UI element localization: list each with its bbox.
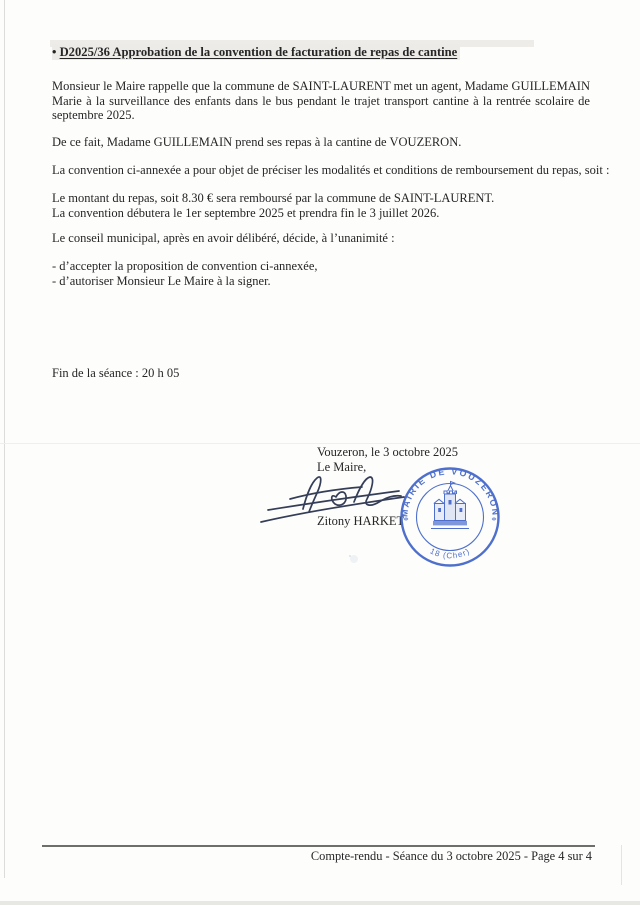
signature-signer-name: Zitony HARKET bbox=[317, 514, 405, 528]
scan-smudge bbox=[350, 555, 358, 563]
scan-dot bbox=[349, 555, 351, 557]
scan-edge-bottom bbox=[0, 901, 640, 905]
footer-text: Compte-rendu - Séance du 3 octobre 2025 - Page 4 sur 4 bbox=[310, 849, 592, 863]
paragraph-1-line-1: Monsieur le Maire rappelle que la commune de SAINT-LAURENT met un agent, Madame GUILLEMAIN bbox=[52, 79, 590, 93]
paragraph-4-line-1: Le montant du repas, soit 8.30 € sera remboursé par la commune de SAINT-LAURENT. bbox=[52, 191, 495, 205]
deliberation-heading-highlight bbox=[52, 44, 460, 60]
heading-text: D2025/36 Approbation de la convention de facturation de repas de cantine bbox=[59, 45, 458, 59]
stamp-arc-bottom-text: 18 (Cher) bbox=[428, 546, 472, 561]
session-end-text: Fin de la séance : 20 h 05 bbox=[52, 366, 180, 380]
decision-item-1: - d’accepter la proposition de convention ci-annexée, bbox=[52, 259, 318, 273]
paragraph-3: La convention ci-annexée a pour objet de préciser les modalités et conditions de remboursement du repas, soit : bbox=[52, 163, 610, 177]
footer-rule bbox=[42, 845, 595, 847]
stamp-arc-top-text: MAIRIE DE VOUZERON bbox=[399, 466, 501, 518]
paragraph-2: De ce fait, Madame GUILLEMAIN prend ses repas à la cantine de VOUZERON. bbox=[52, 135, 462, 149]
signature-place-date: Vouzeron, le 3 octobre 2025 bbox=[317, 445, 459, 459]
deliberation-heading bbox=[52, 45, 460, 60]
signature-and-stamp-graphic bbox=[250, 440, 520, 585]
scan-edge-left bbox=[4, 0, 5, 878]
decision-item-2: - d’autoriser Monsieur Le Maire à la signer. bbox=[52, 273, 271, 288]
stamp-castle-emblem-icon bbox=[431, 482, 469, 529]
stamp-star-left-icon: * bbox=[403, 515, 409, 527]
heading-bullet: • bbox=[52, 45, 57, 59]
paragraph-5: Le conseil municipal, après en avoir délibéré, décide, à l’unanimité : bbox=[52, 231, 395, 245]
signature-signer-title: Le Maire, bbox=[317, 460, 367, 474]
municipal-stamp bbox=[399, 466, 500, 565]
paragraph-4-line-2: La convention débutera le 1er septembre 2025 et prendra fin le 3 juillet 2026. bbox=[52, 205, 440, 220]
handwritten-signature bbox=[261, 477, 404, 522]
paragraph-1-line-3: septembre 2025. bbox=[52, 108, 135, 123]
paragraph-1-line-2: Marie à la surveillance des enfants dans le bus pendant le trajet transport cantine à la rentrée scolaire de bbox=[52, 93, 590, 108]
scan-mark-right bbox=[621, 845, 622, 885]
stamp-star-right-icon: * bbox=[491, 515, 497, 527]
